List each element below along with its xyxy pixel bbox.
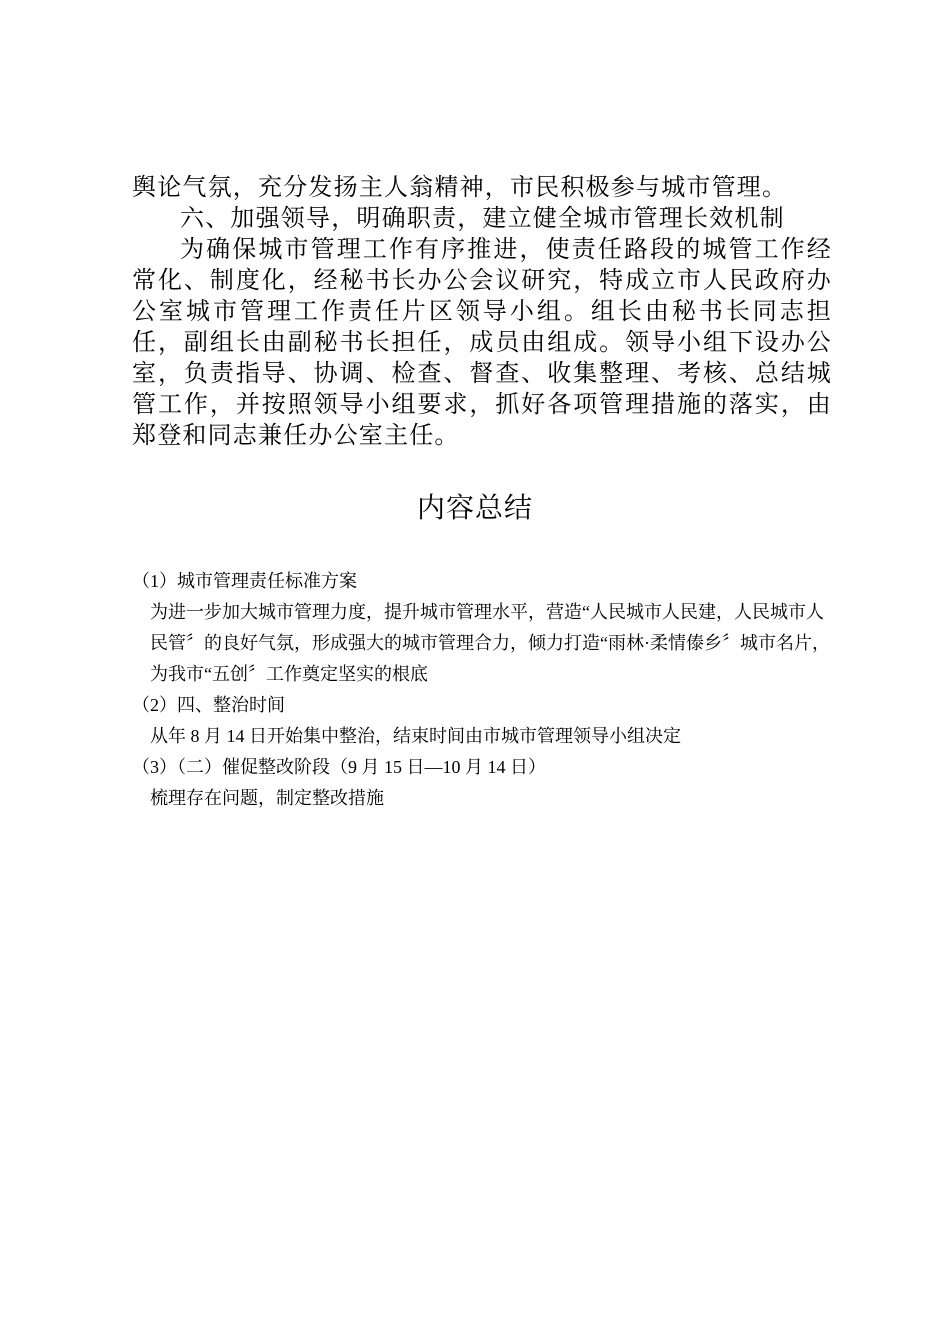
summary-item-heading: （1）城市管理责任标准方案 xyxy=(132,571,357,591)
summary-item-detail: 从年 8 月 14 日开始集中整治，结束时间由市城市管理领导小组决定 xyxy=(150,726,681,746)
summary-title: 内容总结 xyxy=(416,491,533,524)
paragraph-continuation: 舆论气氛，充分发扬主人翁精神，市民积极参与城市管理。 xyxy=(132,173,788,201)
section-heading-six: 六、加强领导，明确职责，建立健全城市管理长效机制 xyxy=(180,204,785,232)
summary-item-detail: 梳理存在问题，制定整改措施 xyxy=(150,788,384,808)
summary-list xyxy=(132,566,832,814)
summary-item-detail: 为进一步加大城市管理力度，提升城市管理水平，营造“人民城市人民建，人民城市人民管〞的良好气氛，形成强大的城市管理合力，倾力打造“雨林·柔情傣乡〞城市名片，为我市“五创〞工作奠定坚实的根底 xyxy=(150,602,830,684)
summary-item-heading: （2）四、整治时间 xyxy=(132,695,285,715)
summary-item-heading: （3）（二）催促整改阶段（9 月 15 日—10 月 14 日） xyxy=(132,757,546,777)
paragraph-leadership: 为确保城市管理工作有序推进，使责任路段的城管工作经常化、制度化，经秘书长办公会议研究，特成立市人民政府办公室城市管理工作责任片区领导小组。组长由秘书长同志担任，副组长由副秘书长担任，成员由组成。领导小组下设办公室，负责指导、协调、检查、督查、收集整理、考核、总结城管工作，并按照领导小组要求，抓好各项管理措施的落实，由郑登和同志兼任办公室主任。 xyxy=(132,235,832,449)
document-body xyxy=(132,172,832,451)
